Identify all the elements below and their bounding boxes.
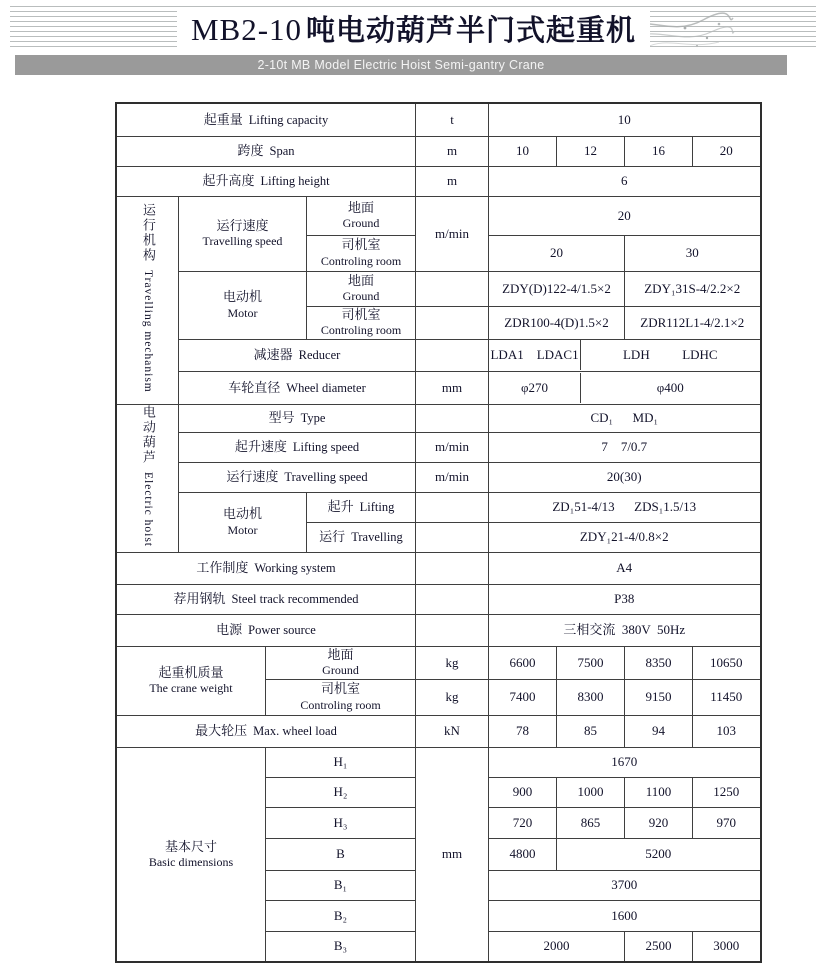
- sublabel-motor-ground: 地面 Ground: [307, 271, 416, 306]
- row-tm-speed-ground: [116, 196, 761, 235]
- value-h1: 1670: [489, 747, 761, 777]
- unit-empty: [416, 339, 489, 371]
- label-power-source: 电源 Power source: [116, 614, 416, 646]
- value-h2-2: 1000: [557, 777, 625, 807]
- sublabel-hoist-motor-lifting: 起升 Lifting: [307, 492, 416, 522]
- value-power-source: 三相交流 380V 50Hz: [489, 614, 761, 646]
- value-b-1: 4800: [489, 838, 557, 870]
- unit-wheel-diameter: mm: [416, 371, 489, 404]
- value-cw-room-4: 11450: [693, 679, 761, 715]
- label-lifting-capacity: 起重量 Lifting capacity: [116, 103, 416, 136]
- row-span: [116, 136, 761, 166]
- value-mwl-3: 94: [625, 715, 693, 747]
- value-h2-1: 900: [489, 777, 557, 807]
- value-cw-room-3: 9150: [625, 679, 693, 715]
- unit-crane-weight-ground: kg: [416, 646, 489, 679]
- value-cw-room-1: 7400: [489, 679, 557, 715]
- value-motor-ground-2: ZDY₁31S-4/2.2×2: [625, 271, 761, 306]
- row-hoist-type: [116, 404, 761, 432]
- label-hoist-motor: 电动机 Motor: [179, 492, 307, 552]
- row-hoist-motor-lifting: [116, 492, 761, 522]
- unit-hoist-travelling-speed: m/min: [416, 462, 489, 492]
- unit-travelling-speed: m/min: [416, 196, 489, 271]
- value-mwl-1: 78: [489, 715, 557, 747]
- value-h2-3: 1100: [625, 777, 693, 807]
- label-tm-motor: 电动机 Motor: [179, 271, 307, 339]
- value-speed-ground: 20: [489, 196, 761, 235]
- unit-empty: [416, 492, 489, 522]
- unit-max-wheel-load: kN: [416, 715, 489, 747]
- value-motor-room-2: ZDR112L1-4/2.1×2: [625, 306, 761, 339]
- page-header: [0, 0, 827, 88]
- value-cw-ground-2: 7500: [557, 646, 625, 679]
- sublabel-b1: B₁: [266, 870, 416, 900]
- label-steel-track: 荐用钢轨 Steel track recommended: [116, 584, 416, 614]
- row-tm-motor-ground: [116, 271, 761, 306]
- value-reducer-2: LDH LDHC: [580, 340, 759, 370]
- unit-basic-dimensions: mm: [416, 747, 489, 962]
- group-travelling-mechanism: 运行机构Travelling mechanism: [116, 196, 179, 404]
- value-wheel-diameter-2: φ400: [580, 373, 759, 403]
- value-h3-3: 920: [625, 807, 693, 838]
- value-speed-room-2: 30: [625, 235, 761, 271]
- value-hoist-type: CD₁ MD₁: [489, 404, 761, 432]
- sublabel-b2: B₂: [266, 900, 416, 931]
- label-tm-travelling-speed: 运行速度 Travelling speed: [179, 196, 307, 271]
- value-motor-room-1: ZDR100-4(D)1.5×2: [489, 306, 625, 339]
- value-cw-room-2: 8300: [557, 679, 625, 715]
- unit-empty: [416, 306, 489, 339]
- label-lifting-height: 起升高度 Lifting height: [116, 166, 416, 196]
- value-b-2: 5200: [557, 838, 761, 870]
- row-steel-track: [116, 584, 761, 614]
- value-wheel-diameter-1: φ270: [521, 379, 549, 395]
- sublabel-h1: H₁: [266, 747, 416, 777]
- row-wheel-diameter: [116, 371, 761, 404]
- value-span-10: 10: [489, 136, 557, 166]
- row-reducer: [116, 339, 761, 371]
- page-title-cn: 吨电动葫芦半门式起重机: [306, 15, 637, 47]
- row-max-wheel-load: [116, 715, 761, 747]
- row-lifting-capacity: [116, 103, 761, 136]
- label-max-wheel-load: 最大轮压 Max. wheel load: [116, 715, 416, 747]
- unit-crane-weight-room: kg: [416, 679, 489, 715]
- label-basic-dimensions: 基本尺寸 Basic dimensions: [116, 747, 266, 962]
- value-mwl-2: 85: [557, 715, 625, 747]
- value-h3-2: 865: [557, 807, 625, 838]
- unit-hoist-lifting-speed: m/min: [416, 432, 489, 462]
- label-hoist-lifting-speed: 起升速度 Lifting speed: [179, 432, 416, 462]
- value-hoist-lifting-speed: 7 7/0.7: [489, 432, 761, 462]
- value-b3-1: 2000: [489, 931, 625, 962]
- value-reducer: [489, 339, 761, 371]
- row-crane-weight-ground: [116, 646, 761, 679]
- label-span: 跨度 Span: [116, 136, 416, 166]
- sublabel-hoist-motor-travelling: 运行 Travelling: [307, 522, 416, 552]
- sublabel-crane-weight-controlling-room: 司机室 Controling room: [266, 679, 416, 715]
- value-hoist-travelling-speed: 20(30): [489, 462, 761, 492]
- unit-lifting-height: m: [416, 166, 489, 196]
- value-cw-ground-1: 6600: [489, 646, 557, 679]
- specification-table: [115, 102, 762, 963]
- value-h3-4: 970: [693, 807, 761, 838]
- unit-empty: [416, 552, 489, 584]
- sublabel-motor-controlling-room: 司机室 Controling room: [307, 306, 416, 339]
- value-b2: 1600: [489, 900, 761, 931]
- value-h3-1: 720: [489, 807, 557, 838]
- title-row: [0, 7, 827, 50]
- row-hoist-travelling-speed: [116, 462, 761, 492]
- sublabel-speed-ground: 地面 Ground: [307, 196, 416, 235]
- value-b3-3: 3000: [693, 931, 761, 962]
- value-cw-ground-3: 8350: [625, 646, 693, 679]
- label-hoist-type: 型号 Type: [179, 404, 416, 432]
- value-reducer-1: LDA1 LDAC1: [490, 347, 579, 363]
- value-motor-ground-1: ZDY(D)122-4/1.5×2: [489, 271, 625, 306]
- group-electric-hoist: 电动葫芦Electric hoist: [116, 404, 179, 552]
- value-mwl-4: 103: [693, 715, 761, 747]
- value-hoist-motor-travelling: ZDY₁21-4/0.8×2: [489, 522, 761, 552]
- value-hoist-motor-lifting: ZD₁51-4/13 ZDS₁1.5/13: [489, 492, 761, 522]
- value-lifting-height: 6: [489, 166, 761, 196]
- sublabel-h3: H₃: [266, 807, 416, 838]
- value-wheel-diameter: [489, 371, 761, 404]
- row-hoist-lifting-speed: [116, 432, 761, 462]
- label-crane-weight: 起重机质量 The crane weight: [116, 646, 266, 715]
- value-span-12: 12: [557, 136, 625, 166]
- value-cw-ground-4: 10650: [693, 646, 761, 679]
- value-h2-4: 1250: [693, 777, 761, 807]
- subtitle-bar: [15, 55, 787, 75]
- label-hoist-travelling-speed: 运行速度 Travelling speed: [179, 462, 416, 492]
- unit-empty: [416, 404, 489, 432]
- value-span-20: 20: [693, 136, 761, 166]
- page-subtitle: 2-10t MB Model Electric Hoist Semi-gantry Crane: [257, 58, 545, 72]
- unit-lifting-capacity: t: [416, 103, 489, 136]
- label-working-system: 工作制度 Working system: [116, 552, 416, 584]
- value-lifting-capacity: 10: [489, 103, 761, 136]
- sublabel-speed-controlling-room: 司机室 Controling room: [307, 235, 416, 271]
- unit-empty: [416, 584, 489, 614]
- page-title-model: MB2-10: [190, 12, 303, 47]
- unit-empty: [416, 522, 489, 552]
- value-steel-track: P38: [489, 584, 761, 614]
- row-lifting-height: [116, 166, 761, 196]
- value-b3-2: 2500: [625, 931, 693, 962]
- row-power-source: [116, 614, 761, 646]
- value-span-16: 16: [625, 136, 693, 166]
- unit-empty: [416, 614, 489, 646]
- sublabel-b3: B₃: [266, 931, 416, 962]
- value-b1: 3700: [489, 870, 761, 900]
- value-working-system: A4: [489, 552, 761, 584]
- row-working-system: [116, 552, 761, 584]
- unit-span: m: [416, 136, 489, 166]
- unit-empty: [416, 271, 489, 306]
- sublabel-crane-weight-ground: 地面 Ground: [266, 646, 416, 679]
- label-wheel-diameter: 车轮直径 Wheel diameter: [179, 371, 416, 404]
- value-speed-room-1: 20: [489, 235, 625, 271]
- label-reducer: 减速器 Reducer: [179, 339, 416, 371]
- sublabel-h2: H₂: [266, 777, 416, 807]
- sublabel-b: B: [266, 838, 416, 870]
- row-dim-h1: [116, 747, 761, 777]
